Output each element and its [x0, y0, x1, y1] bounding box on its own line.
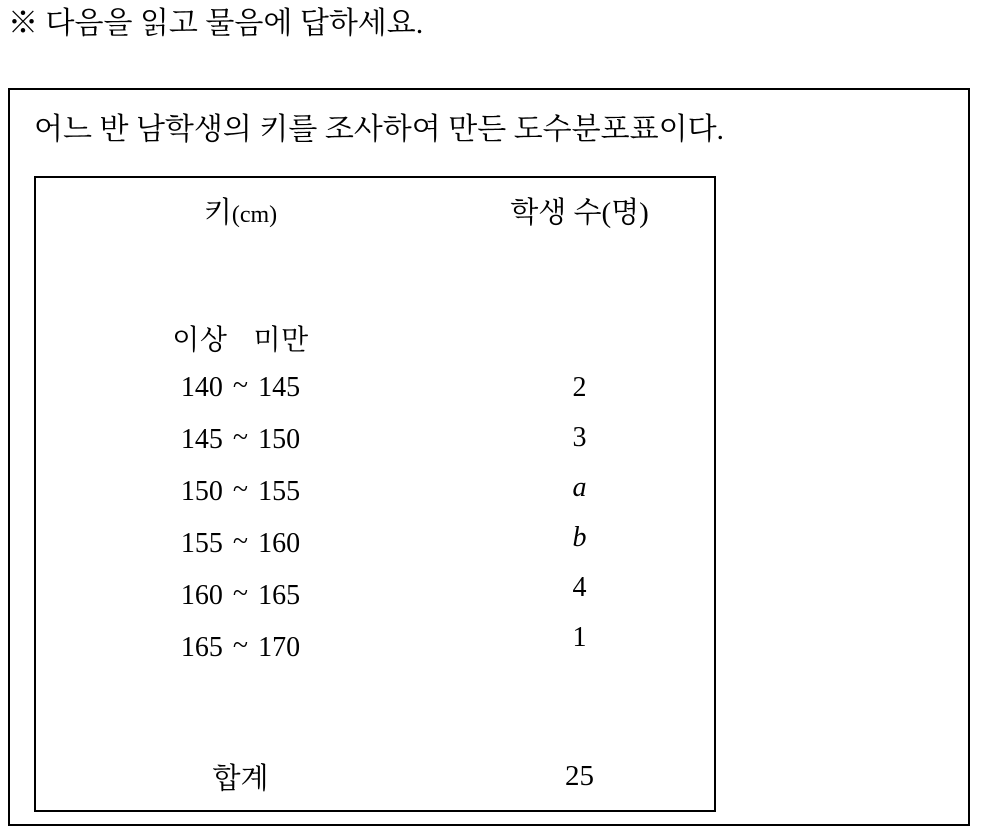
ranges-cell — [35, 242, 445, 742]
ranges-list — [36, 300, 445, 662]
range-tilde: ~ — [232, 578, 249, 609]
range-tilde: ~ — [232, 526, 249, 557]
frequency-distribution-table — [34, 176, 716, 812]
range-from: 165 — [180, 632, 223, 663]
count-value: a — [572, 472, 587, 503]
table-header-row — [35, 177, 715, 242]
bound-labels — [36, 318, 445, 358]
count-value: 1 — [572, 622, 587, 653]
range-row — [36, 632, 445, 662]
range-from: 160 — [180, 580, 223, 611]
count-value: 3 — [572, 422, 587, 453]
range-row — [36, 528, 445, 558]
counts-list — [445, 310, 714, 652]
problem-statement: 어느 반 남학생의 키를 조사하여 만든 도수분포표이다. — [34, 113, 725, 146]
range-tilde: ~ — [232, 422, 249, 453]
header-height-label: 키 — [203, 196, 232, 229]
range-tilde: ~ — [232, 474, 249, 505]
range-row — [36, 580, 445, 610]
problem-box — [8, 88, 970, 826]
range-row — [36, 424, 445, 454]
range-to: 165 — [258, 580, 301, 611]
bound-label-gap — [228, 325, 254, 357]
header-cell-students: 학생 수(명) — [510, 196, 649, 229]
range-to: 150 — [258, 424, 301, 455]
total-label: 합계 — [212, 762, 269, 795]
total-value: 25 — [565, 759, 594, 792]
range-from: 140 — [180, 372, 223, 403]
range-to: 170 — [258, 632, 301, 663]
range-to: 145 — [258, 372, 301, 403]
range-row — [36, 372, 445, 402]
range-to: 160 — [258, 528, 301, 559]
table-total-row — [35, 742, 715, 811]
count-value: b — [572, 522, 587, 553]
count-value: 2 — [572, 372, 587, 403]
bound-label-lower: 이상 — [172, 325, 228, 356]
count-value: 4 — [572, 572, 587, 603]
bound-label-upper: 미만 — [253, 325, 309, 356]
counts-cell — [445, 242, 715, 742]
range-to: 155 — [258, 476, 301, 507]
header-height-unit: (cm) — [231, 201, 278, 228]
range-row — [36, 476, 445, 506]
range-from: 155 — [180, 528, 223, 559]
range-from: 145 — [180, 424, 223, 455]
range-tilde: ~ — [232, 370, 249, 401]
range-tilde: ~ — [232, 630, 249, 661]
header-cell-height — [35, 177, 445, 242]
table-body-row — [35, 242, 715, 742]
range-from: 150 — [180, 476, 223, 507]
instruction-text: ※ 다음을 읽고 물음에 답하세요. — [8, 7, 424, 40]
